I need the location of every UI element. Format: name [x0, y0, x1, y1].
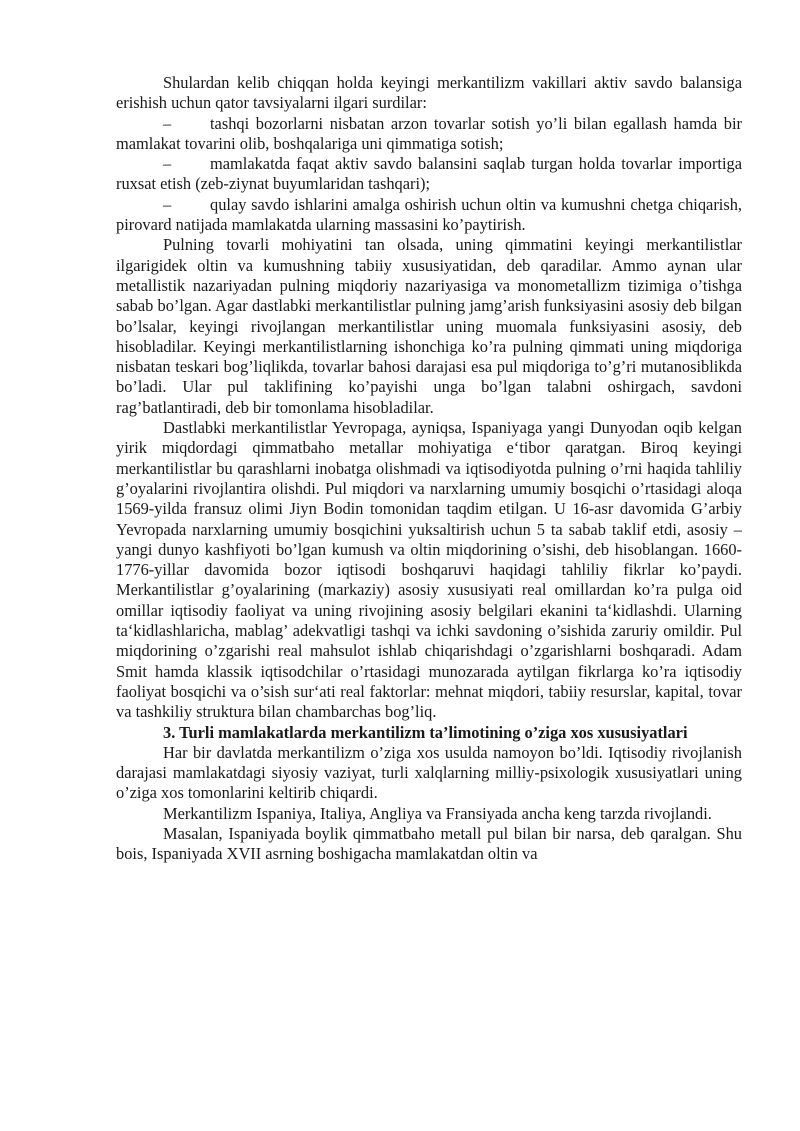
- bullet-text-3: qulay savdo ishlarini amalga oshirish uchun oltin va kumushni chetga chiqarish, pirovard natijada mamlakatda ularning massasini ko’paytirish.: [116, 194, 742, 235]
- dash-icon: –: [163, 194, 172, 214]
- bullet-item-2: [116, 154, 742, 195]
- bullet-item-3: [116, 195, 742, 236]
- dash-icon: –: [163, 113, 172, 133]
- dash-icon: –: [163, 154, 172, 174]
- countries-paragraph: Merkantilizm Ispaniya, Italiya, Angliya va Fransiyada ancha keng tarzda rivojlandi.: [163, 803, 712, 823]
- bullet-text-2: mamlakatda faqat aktiv savdo balansini saqlab turgan holda tovarlar importiga ruxsat etish (zeb-ziynat buyumlaridan tashqari);: [116, 154, 742, 194]
- bullet-text-1: tashqi bozorlarni nisbatan arzon tovarlar sotish yo’li bilan egallash hamda bir mamlakat tovarini olib, boshqalariga uni qimmatiga sotish;: [116, 113, 742, 153]
- bullet-item-1: [116, 114, 742, 155]
- features-paragraph: Har bir davlatda merkantilizm o’ziga xos usulda namoyon bo’ldi. Iqtisodiy rivojlanish darajasi mamlakatdagi siyosiy vaziyat, turli xalqlarning milliy-psixologik xususiyatlari uning o’ziga xos tomonlarini keltirib chiqardi.: [116, 742, 742, 803]
- spain-paragraph: Masalan, Ispaniyada boylik qimmatbaho metall pul bilan bir narsa, deb qaralgan. Shu bois, Ispaniyada XVII asrning boshigacha mamlakatdan oltin va: [116, 823, 742, 864]
- money-paragraph: Pulning tovarli mohiyatini tan olsada, uning qimmatini keyingi merkantilistlar ilgarigidek oltin va kumushning tabiiy xususiyatidan, deb qaradilar. Ammo aynan ular metallistik nazariyadan pulning miqdoriy nazariyasiga va monometallizm tizimiga o’tishga sabab bo’lgan. Agar dastlabki merkantilistlar pulning jamg’arish funksiyasini asosiy deb bilgan bo’lsalar, keyingi rivojlangan merkantilistlar uning muomala funksiyasini asosiy, deb hisobladilar. Keyingi merkantilistlarning ishonchiga ko’ra pulning qimmati uning miqdoriga nisbatan teskari bog’liqlikda, tovarlar bahosi darajasi esa pul miqdoriga to’g’ri mutanosiblikda bo’ladi. Ular pul taklifining ko’payishi unga bo’lgan talabni oshirgach, savdoni rag’batlantiradi, deb bir tomonlama hisobladilar.: [116, 235, 742, 417]
- early-mercantilists-paragraph: Dastlabki merkantilistlar Yevropaga, ayniqsa, Ispaniyaga yangi Dunyodan oqib kelgan yirik miqdordagi qimmatbaho metallar mohiyatiga e‘tibor qaratgan. Biroq keyingi merkantilistlar bu qarashlarni inobatga olishmadi va iqtisodiyotda pulning o’rni haqida tahliliy g’oyalarini rivojlantira olishdi. Pul miqdori va narxlarning umumiy bosqichi o’rtasidagi aloqa 1569-yilda fransuz olimi Jiyn Bodin tomonidan taqdim etilgan. U 16-asr davomida G’arbiy Yevropada narxlarning umumiy bosqichini yuksaltirish uchun 5 ta sabab taklif etdi, asosiy – yangi dunyo kashfiyoti bo’lgan kumush va oltin miqdorining o’sishi, deb hisoblangan. 1660-1776-yillar davomida bozor iqtisodi boshqaruvi haqidagi tahliliy fikrlar ko’paydi. Merkantilistlar g’oyalarining (markaziy) asosiy xususiyati real omillardan ko’ra pulga oid omillar iqtisodiy faoliyat va uning rivojining asosiy belgilari ekanini ta‘kidlashdi. Ularning ta‘kidlashlaricha, mablag’ adekvatligi tashqi va ichki savdoning o’sishida zaruriy omildir. Pul miqdorining o’zgarishi real mahsulot ishlab chiqarishdagi o’zgarishlarni boshqaradi. Adam Smit hamda klassik iqtisodchilar o’rtasidagi munozarada aytilgan fikrlarga ko’ra iqtisodiy faoliyat bosqichi va o’sish sur‘ati real faktorlar: mehnat miqdori, tabiiy resurslar, kapital, tovar va tashkiliy struktura bilan chambarchas bog’liq.: [116, 418, 742, 722]
- intro-paragraph: Shulardan kelib chiqqan holda keyingi merkantilizm vakillari aktiv savdo balansiga erishish uchun qator tavsiyalarni ilgari surdilar:: [116, 73, 742, 113]
- section-heading: 3. Turli mamlakatlarda merkantilizm ta’limotining o’ziga xos xususiyatlari: [163, 722, 688, 742]
- document-page: [116, 73, 742, 865]
